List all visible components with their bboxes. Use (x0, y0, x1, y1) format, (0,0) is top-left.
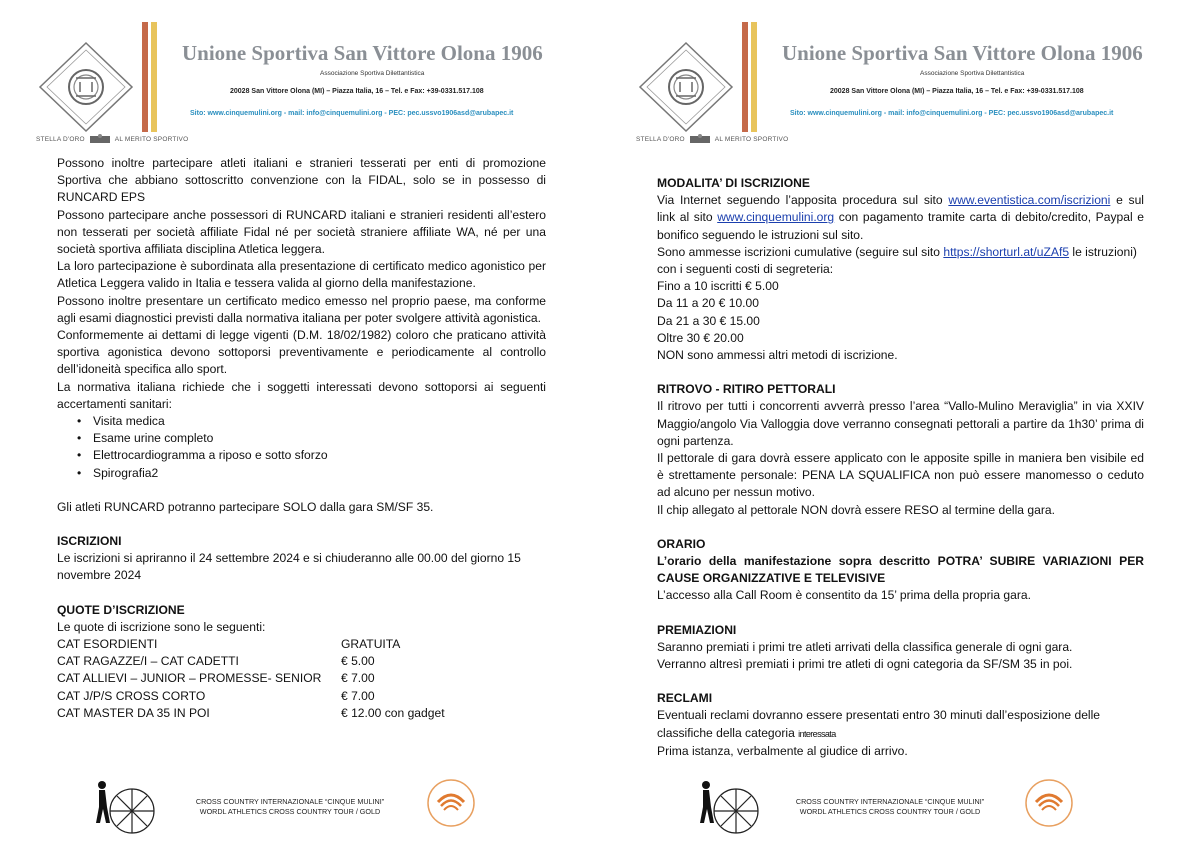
quote-table (57, 636, 546, 722)
club-subtitle: Associazione Sportiva Dilettantistica (320, 70, 425, 77)
quote-category: CAT J/P/S CROSS CORTO (57, 688, 206, 703)
quote-category: CAT ALLIEVI – JUNIOR – PROMESSE- SENIOR (57, 671, 322, 686)
stella-label: STELLA D'ORO (36, 135, 85, 143)
text: Via Internet seguendo l’apposita procedura sul sito (657, 193, 949, 208)
text: e sul link al sito (657, 193, 1144, 225)
page-right (600, 0, 1200, 849)
merito-label: AL MERITO SPORTIVO (714, 135, 789, 143)
paragraph: La loro partecipazione è subordinata alla presentazione di certificato medico agonistico per Atletica Leggera valido in Italia e tessera valida al giorno della manifestazione. (57, 259, 546, 291)
premiazioni-heading: PREMIAZIONI (657, 622, 737, 637)
paragraph: Saranno premiati i primi tre atleti arrivati della classifica generale di ogni gara. (657, 639, 1073, 654)
world-athletics-logo-icon (426, 778, 476, 828)
quote-price: € 7.00 (341, 671, 375, 686)
table-row (57, 705, 546, 722)
club-subtitle: Associazione Sportiva Dilettantistica (920, 70, 1025, 77)
right-body (657, 175, 1144, 760)
quote-price: € 5.00 (341, 654, 375, 669)
quote-category: CAT ESORDIENTI (57, 637, 158, 652)
paragraph: Possono inoltre presentare un certificato medico emesso nel proprio paese, ma conforme agli esami diagnostici previsti dalla normativa italiana per poter svolgere attività agonistica. (57, 293, 546, 325)
world-athletics-logo-icon (1024, 778, 1074, 828)
quote-intro: Le quote di iscrizione sono le seguenti: (57, 619, 266, 634)
paragraph (657, 707, 1144, 742)
club-address: 20028 San Vittore Olona (MI) – Piazza Italia, 16 – Tel. e Fax: +39-0331.517.108 (830, 88, 1084, 95)
table-row (57, 636, 546, 653)
footer-line: WORDL ATHLETICS CROSS COUNTRY TOUR / GOLD (199, 807, 381, 816)
paragraph (657, 244, 1144, 278)
orario-heading: ORARIO (657, 536, 706, 551)
color-bars (142, 22, 160, 132)
quote-category: CAT MASTER DA 35 IN POI (57, 705, 210, 720)
table-row (57, 670, 546, 687)
paragraph: Prima istanza, verbalmente al giudice di arrivo. (657, 743, 908, 758)
cost-line: Da 11 a 20 € 10.00 (657, 296, 759, 311)
table-row (57, 688, 546, 705)
list-item: • Spirografia2 (77, 465, 546, 482)
eventistica-link[interactable]: www.eventistica.com/iscrizioni (948, 193, 1111, 208)
cinquemulini-link[interactable]: www.cinquemulini.org (717, 210, 835, 225)
stella-label: STELLA D'ORO (636, 135, 685, 143)
text: con pagamento tramite carta di debito/credito, Paypal e bonifico seguendo le istruzioni sul sito. (657, 210, 1144, 242)
quote-price: € 12.00 con gadget (341, 705, 445, 720)
exam-list (57, 413, 546, 482)
list-item: • Visita medica (77, 413, 546, 430)
reclami-heading: RECLAMI (657, 691, 713, 706)
ritrovo-heading: RITROVO - RITIRO PETTORALI (657, 382, 836, 397)
paragraph: Il pettorale di gara dovrà essere applicato con le apposite spille in maniera ben visibile ed è strettamente personale: PENA LA SQUALIFICA non può essere manomesso o ceduto ad alcuno per nessun motivo. (657, 451, 1144, 500)
club-contacts[interactable]: Sito: www.cinquemulini.org - mail: info@cinquemulini.org - PEC: pec.ussvo1906asd@arubapec.it (790, 110, 1114, 117)
shorturl-link[interactable]: https://shorturl.at/uZAf5 (943, 244, 1070, 259)
footer-text (180, 797, 400, 817)
paragraph: Il chip allegato al pettorale NON dovrà essere RESO al termine della gara. (657, 502, 1055, 517)
club-address: 20028 San Vittore Olona (MI) – Piazza Italia, 16 – Tel. e Fax: +39-0331.517.108 (230, 88, 484, 95)
paragraph: Verranno altresì premiati i primi tre atleti di ogni categoria da SF/SM 35 in poi. (657, 657, 1073, 672)
footer-text (780, 797, 1000, 817)
modalita-end: NON sono ammessi altri metodi di iscrizione. (657, 348, 898, 363)
runcard-note: Gli atleti RUNCARD potranno partecipare SOLO dalla gara SM/SF 35. (57, 499, 434, 514)
stella-oro-merito (636, 134, 788, 144)
color-bars (742, 22, 760, 132)
iscrizioni-text: Le iscrizioni si apriranno il 24 settembre 2024 e si chiuderanno alle 00.00 del giorno 15 novembre 2024 (57, 551, 521, 583)
footer-line: CROSS COUNTRY INTERNAZIONALE “CINQUE MULINI” (795, 797, 985, 806)
quote-category: CAT RAGAZZE/I – CAT CADETTI (57, 654, 239, 669)
paragraph: La normativa italiana richiede che i soggetti interessati devono sottoporsi ai seguenti accertamenti sanitari: (57, 379, 546, 411)
paragraph: Conformemente ai dettami di legge vigenti (D.M. 18/02/1982) coloro che praticano attività sportiva agonistica devono sottoporsi preventivamente e periodicamente al controllo dell’idoneità specifica allo sport. (57, 328, 546, 377)
cost-line: Da 21 a 30 € 15.00 (657, 313, 760, 328)
club-logo-icon (36, 40, 136, 135)
cost-line: Fino a 10 iscritti € 5.00 (657, 279, 779, 294)
text: Sono ammesse iscrizioni cumulative (seguire sul sito (657, 244, 944, 259)
quote-price: GRATUITA (341, 637, 401, 652)
modalita-heading: MODALITA’ DI ISCRIZIONE (657, 176, 810, 190)
paragraph: Possono inoltre partecipare atleti italiani e stranieri tesserati per enti di promozione Sportiva che abbiano sottoscritto convenzione con la FIDAL, solo se in possesso di RUNCARD EPS (57, 156, 546, 205)
text: interessata (798, 728, 836, 739)
list-item: • Esame urine completo (77, 430, 546, 447)
paragraph (657, 192, 1144, 244)
club-title: Unione Sportiva San Vittore Olona 1906 (782, 41, 1143, 65)
footer-line: WORDL ATHLETICS CROSS COUNTRY TOUR / GOLD (799, 807, 981, 816)
list-item: • Elettrocardiogramma a riposo e sotto sforzo (77, 447, 546, 464)
merito-label: AL MERITO SPORTIVO (114, 135, 189, 143)
club-title: Unione Sportiva San Vittore Olona 1906 (182, 41, 543, 65)
iscrizioni-heading: ISCRIZIONI (57, 534, 122, 549)
text: le istruzioni) con i seguenti costi di segreteria: (657, 244, 1137, 277)
footer-line: CROSS COUNTRY INTERNAZIONALE “CINQUE MULINI” (195, 797, 385, 806)
quote-price: € 7.00 (341, 688, 375, 703)
club-logo-icon (636, 40, 736, 135)
text: Eventuali reclami dovranno essere presentati entro 30 minuti dall’esposizione delle classifiche della categoria (657, 708, 1101, 740)
orario-warning: L’orario della manifestazione sopra descritto POTRA’ SUBIRE VARIAZIONI PER CAUSE ORGANIZZATIVE E TELEVISIVE (657, 554, 1144, 586)
crest-icon (89, 134, 111, 144)
crest-icon (689, 134, 711, 144)
club-contacts[interactable]: Sito: www.cinquemulini.org - mail: info@cinquemulini.org - PEC: pec.ussvo1906asd@arubapec.it (190, 110, 514, 117)
paragraph: Possono partecipare anche possessori di RUNCARD italiani e stranieri residenti all’estero non tesserati per società affiliate Fidal né per società straniere affiliate WA, né per una società sportiva affiliata disciplina Atletica leggera. (57, 207, 546, 257)
cost-line: Oltre 30 € 20.00 (657, 330, 744, 345)
paragraph: L’accesso alla Call Room è consentito da 15’ prima della propria gara. (657, 588, 1031, 603)
runner-mill-icon (88, 775, 160, 837)
runner-mill-icon (692, 775, 764, 837)
paragraph: Il ritrovo per tutti i concorrenti avverrà presso l’area “Vallo-Mulino Meraviglia” in via XXIV Maggio/angolo Via Valloggia dove verranno consegnati pettorali a partire da 1h30’ prima di ogni partenza. (657, 399, 1144, 448)
stella-oro-merito (36, 134, 188, 144)
quote-heading: QUOTE D’ISCRIZIONE (57, 602, 185, 617)
left-body (57, 155, 546, 722)
table-row (57, 653, 546, 670)
